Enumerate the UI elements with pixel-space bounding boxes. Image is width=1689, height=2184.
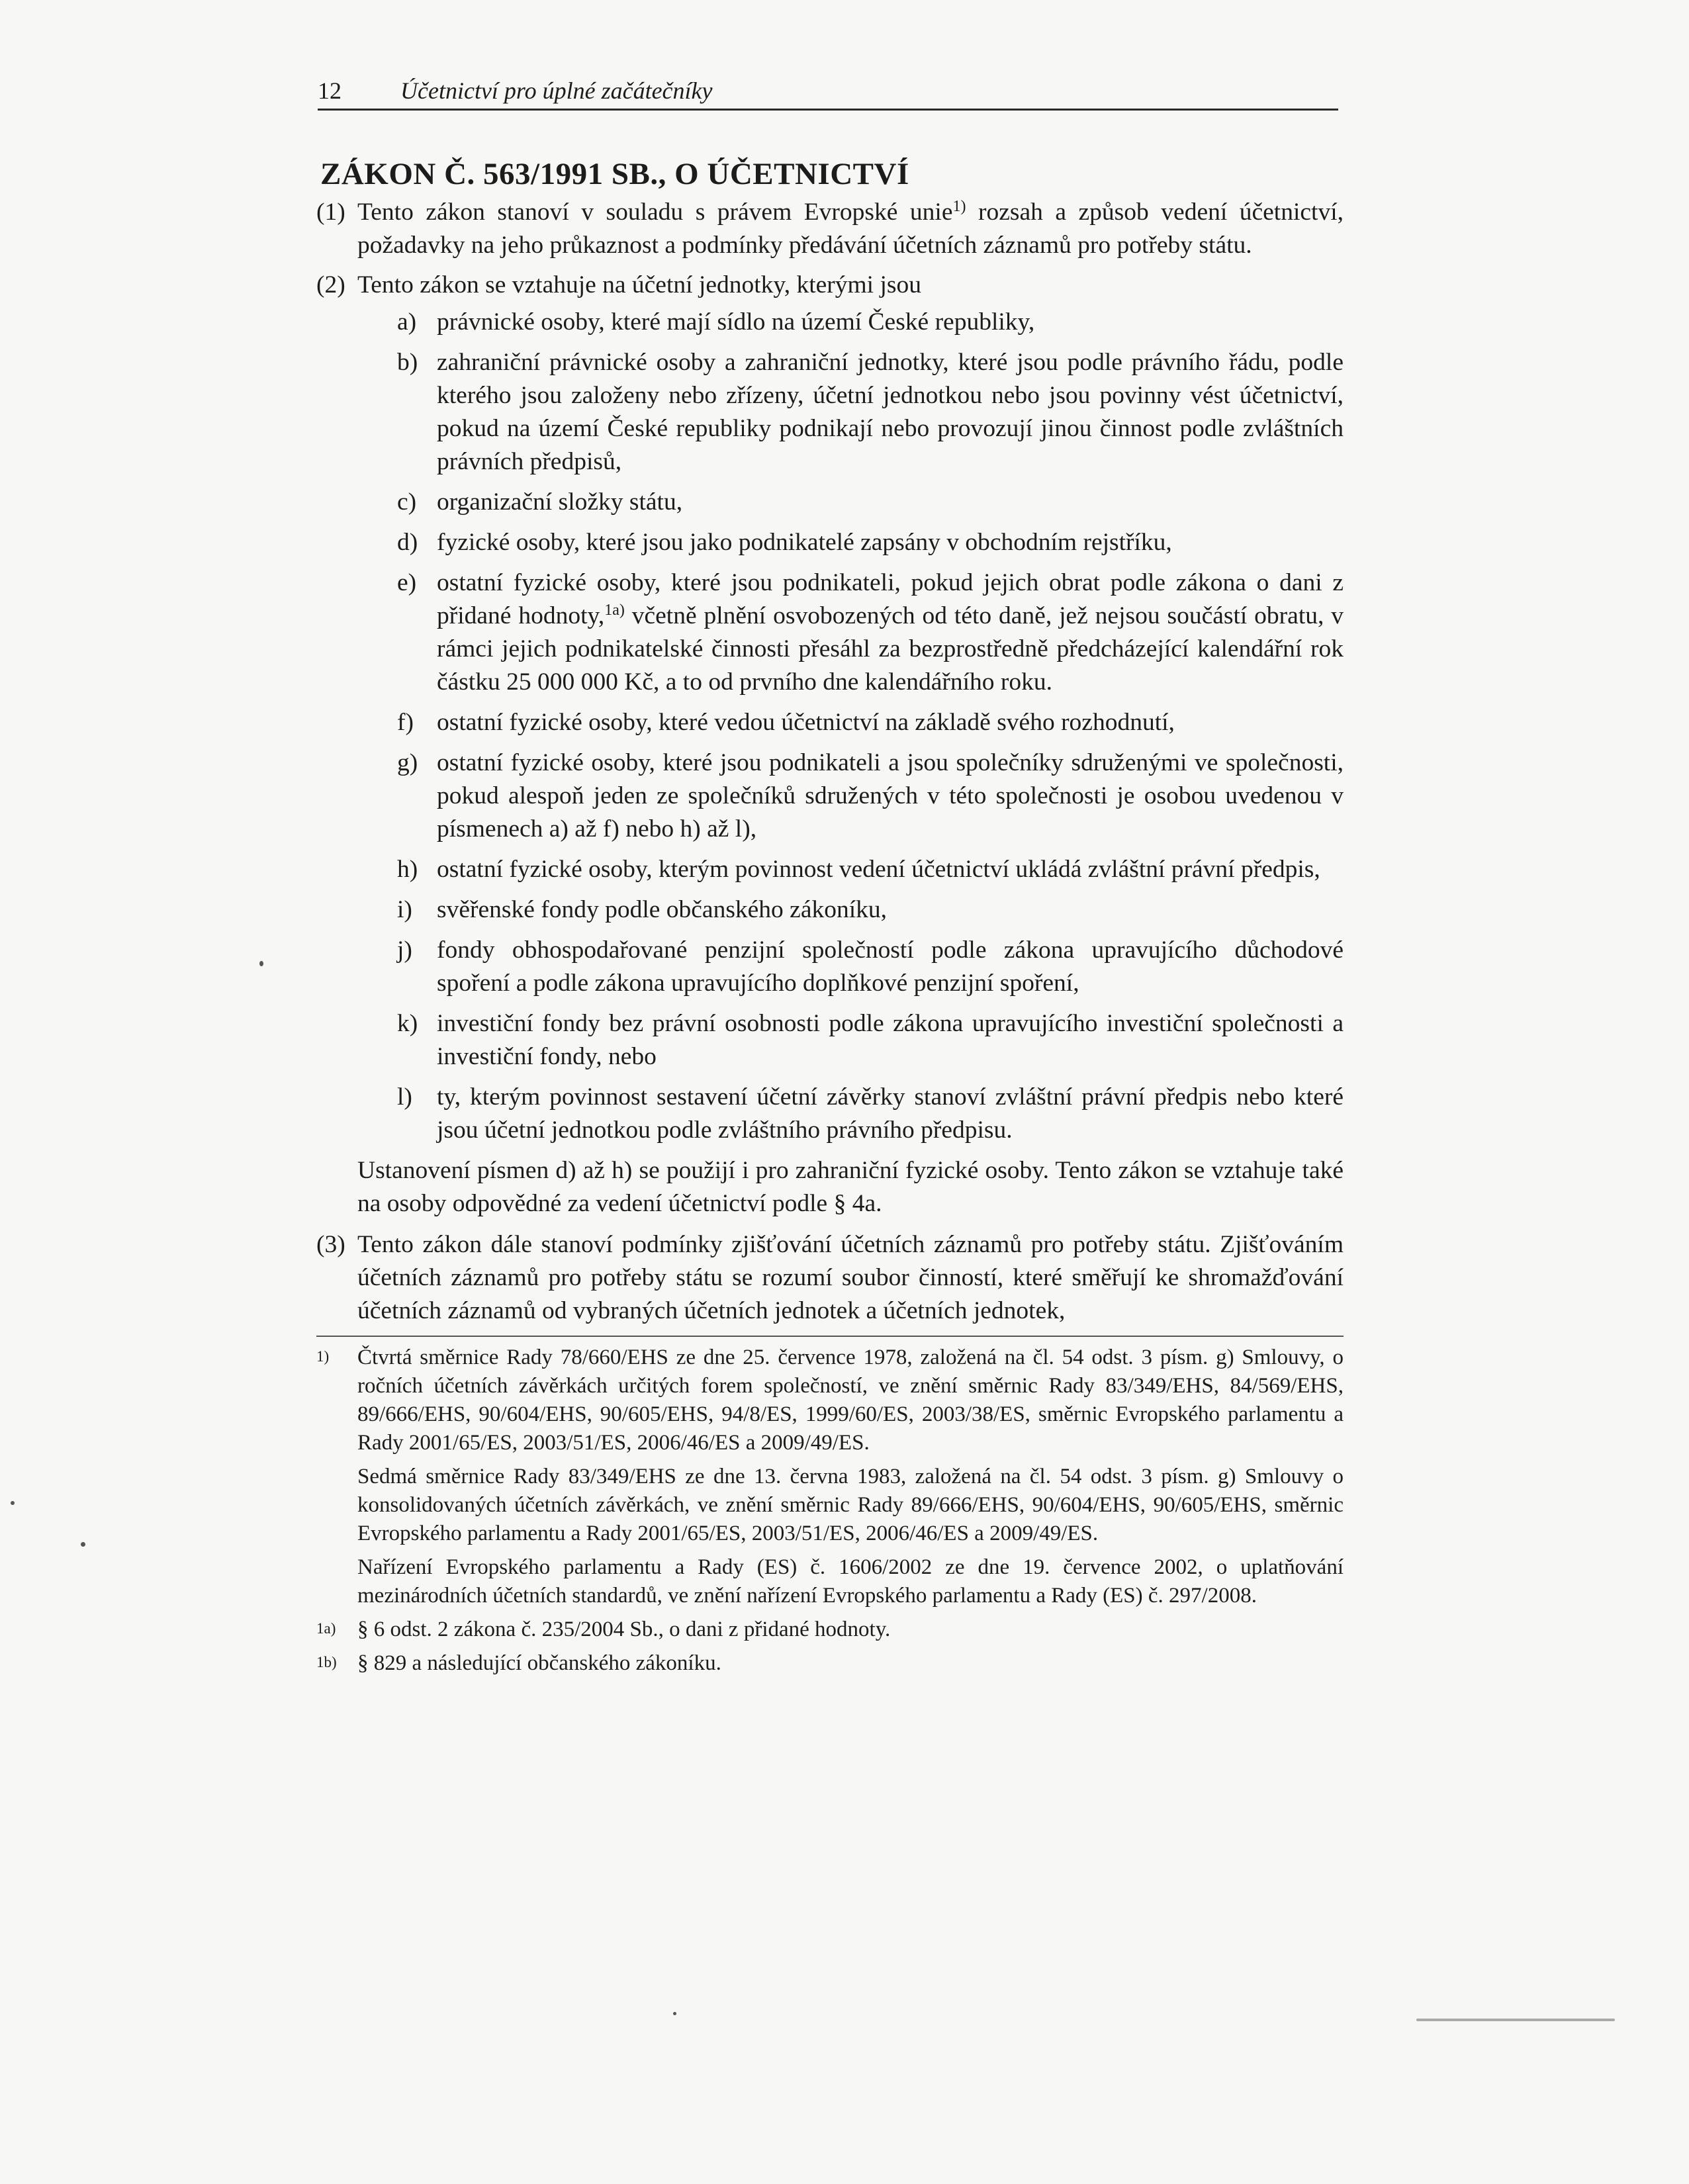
list-item [357, 1081, 1344, 1147]
entity-list [357, 306, 1344, 1147]
item-text: zahraniční právnické osoby a zahraniční jednotky, které jsou podle právního řádu, podle kterého jsou založeny nebo zřízeny, účetní jednotkou nebo jsou povinny vést účetnictví, pokud na území České republiky podnikají nebo provozují jinou činnost podle zvláštních právních předpisů, [437, 349, 1344, 475]
scan-speck [673, 2012, 676, 2015]
item-text: ostatní fyzické osoby, kterým povinnost vedení účetnictví ukládá zvláštní právní předpis, [437, 856, 1320, 883]
list-item [357, 706, 1344, 739]
scan-edge-mark [1416, 2019, 1615, 2021]
footnotes [316, 1343, 1344, 1683]
scan-speck [81, 1542, 85, 1547]
list-item [357, 853, 1344, 886]
scan-speck [11, 1501, 15, 1505]
footnote-divider [316, 1336, 1344, 1337]
law-title: ZÁKON Č. 563/1991 SB., O ÚČETNICTVÍ [320, 157, 909, 191]
footnote [316, 1615, 1344, 1644]
paragraph-number: (3) [316, 1231, 345, 1258]
footnote-reference: 1) [952, 198, 966, 215]
paragraph-text: Tento zákon dále stanoví podmínky zjišťování účetních záznamů pro potřeby státu. Zjišťováním účetních záznamů pro potřeby státu se rozumí soubor činností, které směřují ke shromažďování účetních záznamů od vybraných účetních jednotek a účetních jednotek, [357, 1231, 1344, 1324]
paragraph-closing-text: Ustanovení písmen d) až h) se použijí i pro zahraniční fyzické osoby. Tento zákon se vztahuje také na osoby odpovědné za vedení účetnictví podle § 4a. [357, 1157, 1344, 1217]
item-text: ostatní fyzické osoby, které vedou účetnictví na základě svého rozhodnutí, [437, 709, 1175, 736]
item-text: fyzické osoby, které jsou jako podnikatelé zapsány v obchodním rejstříku, [437, 529, 1172, 556]
list-item [357, 747, 1344, 846]
item-text: ostatní fyzické osoby, které jsou podnikateli a jsou společníky sdruženými ve společnosti, pokud alespoň jeden ze společníků sdružených v této společnosti je osobou uvedenou v písmenech a) až f) nebo h) až l), [437, 749, 1344, 842]
paragraph-text: Tento zákon se vztahuje na účetní jednotky, kterými jsou [357, 271, 921, 298]
paragraph-3 [316, 1228, 1344, 1328]
list-item [357, 306, 1344, 339]
footnote-reference: 1a) [604, 602, 625, 619]
paragraph-number: (2) [316, 271, 345, 298]
item-text: organizační složky státu, [437, 488, 683, 516]
footnote-text: § 829 a následující občanského zákoníku. [357, 1651, 721, 1675]
list-item [357, 486, 1344, 519]
footnote-text: Čtvrtá směrnice Rady 78/660/EHS ze dne 25. července 1978, založená na čl. 54 odst. 3 písm. g) Smlouvy, o ročních účetních závěrkách určitých forem společností, ve znění směrnic Rady 83/349/EHS, 84/569/EHS, 89/666/EHS, 90/604/EHS, 90/605/EHS, 94/8/ES, 1999/60/ES, 2003/38/ES, směrnic Evropského parlamentu a Rady 2001/65/ES, 2003/51/ES, 2006/46/ES a 2009/49/ES. [357, 1345, 1344, 1455]
footnote-mark: 1) [316, 1348, 330, 1365]
paragraph-text: rozsah a způsob vedení účetnictví, požadavky na jeho průkaznost a podmínky předávání účetních záznamů pro potřeby státu. [357, 199, 1344, 259]
list-item [357, 526, 1344, 559]
list-item [357, 1007, 1344, 1073]
running-head-title: Účetnictví pro úplné začátečníky [400, 77, 713, 104]
law-text [316, 196, 1344, 1334]
item-text: svěřenské fondy podle občanského zákoníku, [437, 896, 888, 923]
item-label: j) [397, 936, 412, 964]
footnote-text: Sedmá směrnice Rady 83/349/EHS ze dne 13. června 1983, založená na čl. 54 odst. 3 písm. g) Smlouvy o konsolidovaných účetních závěrkách, ve znění směrnic Rady 89/666/EHS, 90/604/EHS, 90/605/EHS, směrnic Evropského parlamentu a Rady 2001/65/ES, 2003/51/ES, 2006/46/ES a 2009/49/ES. [357, 1465, 1344, 1545]
item-label: i) [397, 896, 412, 923]
item-text: včetně plnění osvobozených od této daně, jež nejsou součástí obratu, v rámci jejich podnikatelské činnosti přesáhl za bezprostředně předcházející kalendářní rok částku 25 000 000 Kč, a to od prvního dne kalendářního roku. [437, 602, 1344, 696]
item-text: ty, kterým povinnost sestavení účetní závěrky stanoví zvláštní právní předpis nebo které jsou účetní jednotkou podle zvláštního právního předpisu. [437, 1083, 1344, 1144]
footnote [316, 1343, 1344, 1610]
item-text: právnické osoby, které mají sídlo na území České republiky, [437, 308, 1035, 336]
item-text: investiční fondy bez právní osobnosti podle zákona upravujícího investiční společnosti a investiční fondy, nebo [437, 1010, 1344, 1070]
paragraph-1 [316, 196, 1344, 262]
item-label: l) [397, 1083, 412, 1111]
list-item [357, 346, 1344, 478]
item-label: f) [397, 709, 414, 736]
item-text: ostatní fyzické osoby, které jsou podnikateli, pokud jejich obrat podle zákona o dani z přidané hodnoty, [437, 569, 1344, 629]
item-label: k) [397, 1010, 418, 1037]
paragraph-text: Tento zákon stanoví v souladu s právem Evropské unie [357, 199, 953, 226]
list-item [357, 567, 1344, 699]
footnote-mark: 1b) [316, 1654, 337, 1670]
item-text: fondy obhospodařované penzijní společností podle zákona upravujícího důchodové spoření a podle zákona upravujícího doplňkové penzijní spoření, [437, 936, 1344, 997]
scan-speck [259, 961, 263, 966]
list-item [357, 893, 1344, 927]
footnote-text: Nařízení Evropského parlamentu a Rady (ES) č. 1606/2002 ze dne 19. července 2002, o uplatňování mezinárodních účetních standardů, ve znění nařízení Evropského parlamentu a Rady (ES) č. 297/2008. [357, 1555, 1344, 1608]
footnote-text: § 6 odst. 2 zákona č. 235/2004 Sb., o dani z přidané hodnoty. [357, 1617, 891, 1641]
paragraph-number: (1) [316, 199, 345, 226]
item-label: g) [397, 749, 418, 776]
item-label: c) [397, 488, 417, 516]
page-header [318, 71, 1338, 111]
footnote [316, 1649, 1344, 1678]
item-label: b) [397, 349, 418, 376]
item-label: d) [397, 529, 418, 556]
footnote-mark: 1a) [316, 1620, 336, 1637]
page-number: 12 [318, 77, 342, 104]
item-label: h) [397, 856, 418, 883]
item-label: e) [397, 569, 417, 596]
list-item [357, 934, 1344, 1000]
paragraph-2 [316, 269, 1344, 1220]
item-label: a) [397, 308, 417, 336]
